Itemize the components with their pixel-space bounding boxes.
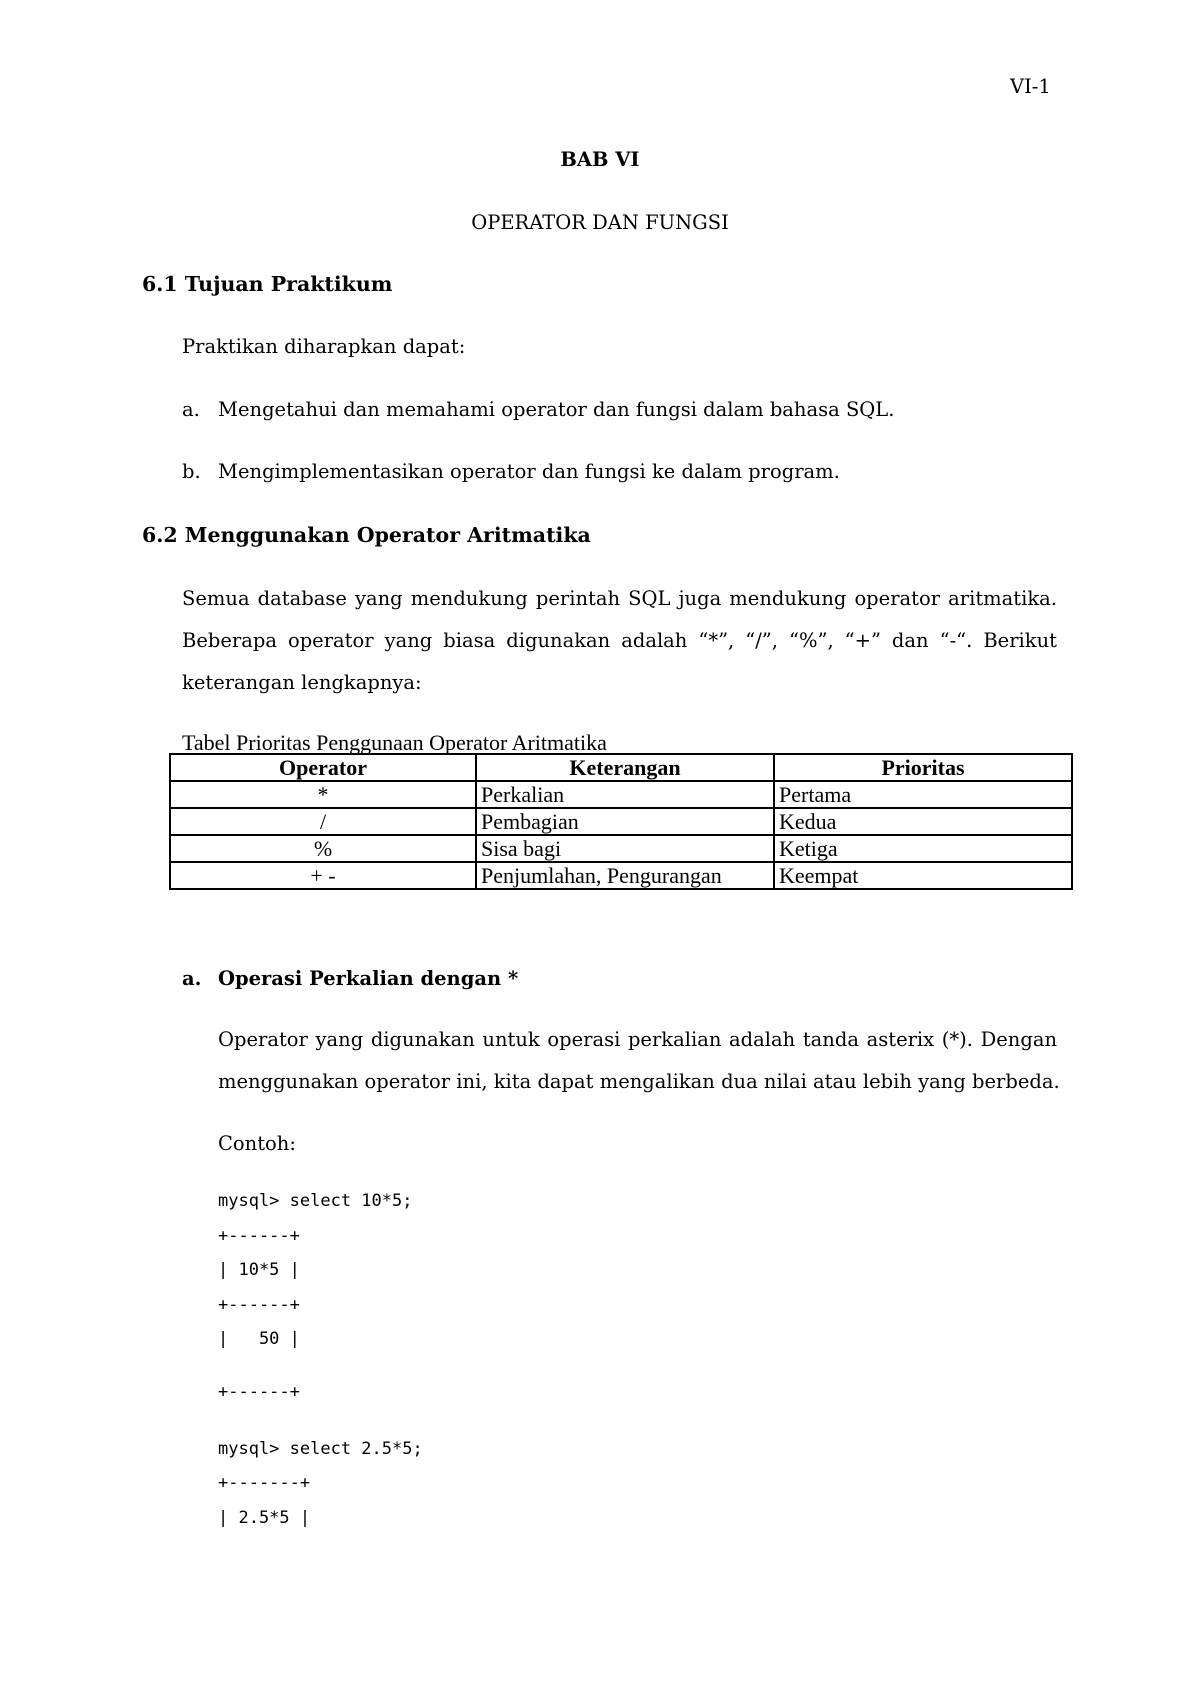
objective-item xyxy=(182,400,894,420)
code-line: +-------+ xyxy=(218,1473,311,1493)
operator-cell: * xyxy=(170,781,476,808)
column-header-prioritas: Prioritas xyxy=(774,754,1072,781)
keterangan-cell: Perkalian xyxy=(476,781,774,808)
code-line: mysql> select 2.5*5; xyxy=(218,1439,423,1459)
table-row xyxy=(170,808,1072,835)
operator-cell: / xyxy=(170,808,476,835)
operator-paragraph xyxy=(182,578,1057,704)
keterangan-cell: Sisa bagi xyxy=(476,835,774,862)
code-line: | 10*5 | xyxy=(218,1260,300,1280)
page-number: VI-1 xyxy=(1010,75,1051,98)
section-heading-6-1: 6.1 Tujuan Praktikum xyxy=(142,272,393,296)
table-row xyxy=(170,862,1072,889)
multiplication-paragraph xyxy=(218,1019,1060,1103)
code-line: +------+ xyxy=(218,1382,300,1402)
operator-cell: + - xyxy=(170,862,476,889)
table-row xyxy=(170,781,1072,808)
table-row xyxy=(170,835,1072,862)
operator-priority-table xyxy=(169,753,1073,890)
keterangan-cell: Pembagian xyxy=(476,808,774,835)
list-marker: b. xyxy=(182,460,201,483)
paragraph-line: Operator yang digunakan untuk operasi perkalian adalah tanda asterix (*). Dengan xyxy=(218,1028,1057,1051)
prioritas-cell: Keempat xyxy=(774,862,1072,889)
paragraph-line: Beberapa operator yang biasa digunakan adalah “*”, “/”, “%”, “+” dan “-“. Berikut xyxy=(182,629,1057,652)
paragraph-line: Semua database yang mendukung perintah SQL juga mendukung operator aritmatika. xyxy=(182,587,1057,610)
list-marker: a. xyxy=(182,967,202,990)
code-line: | 2.5*5 | xyxy=(218,1508,311,1528)
subsection-title: Operasi Perkalian dengan * xyxy=(218,967,519,990)
objective-item xyxy=(182,462,840,482)
objective-text: Mengetahui dan memahami operator dan fungsi dalam bahasa SQL. xyxy=(218,398,895,421)
table-caption: Tabel Prioritas Penggunaan Operator Aritmatika xyxy=(182,730,607,755)
prioritas-cell: Ketiga xyxy=(774,835,1072,862)
code-line: | 50 | xyxy=(218,1329,300,1349)
subsection-heading xyxy=(182,969,518,989)
code-line: +------+ xyxy=(218,1295,300,1315)
section-heading-6-2: 6.2 Menggunakan Operator Aritmatika xyxy=(142,523,591,547)
code-line: +------+ xyxy=(218,1226,300,1246)
column-header-keterangan: Keterangan xyxy=(476,754,774,781)
code-line: mysql> select 10*5; xyxy=(218,1191,413,1211)
keterangan-cell: Penjumlahan, Pengurangan xyxy=(476,862,774,889)
prioritas-cell: Pertama xyxy=(774,781,1072,808)
table-header-row xyxy=(170,754,1072,781)
paragraph-line: keterangan lengkapnya: xyxy=(182,671,422,694)
list-marker: a. xyxy=(182,398,200,421)
operator-cell: % xyxy=(170,835,476,862)
example-label: Contoh: xyxy=(218,1132,296,1155)
chapter-subtitle: OPERATOR DAN FUNGSI xyxy=(471,211,729,234)
chapter-title: BAB VI xyxy=(560,148,640,171)
prioritas-cell: Kedua xyxy=(774,808,1072,835)
objective-text: Mengimplementasikan operator dan fungsi ke dalam program. xyxy=(218,460,840,483)
objectives-intro: Praktikan diharapkan dapat: xyxy=(182,335,466,358)
column-header-operator: Operator xyxy=(170,754,476,781)
paragraph-line: menggunakan operator ini, kita dapat mengalikan dua nilai atau lebih yang berbeda. xyxy=(218,1070,1060,1093)
